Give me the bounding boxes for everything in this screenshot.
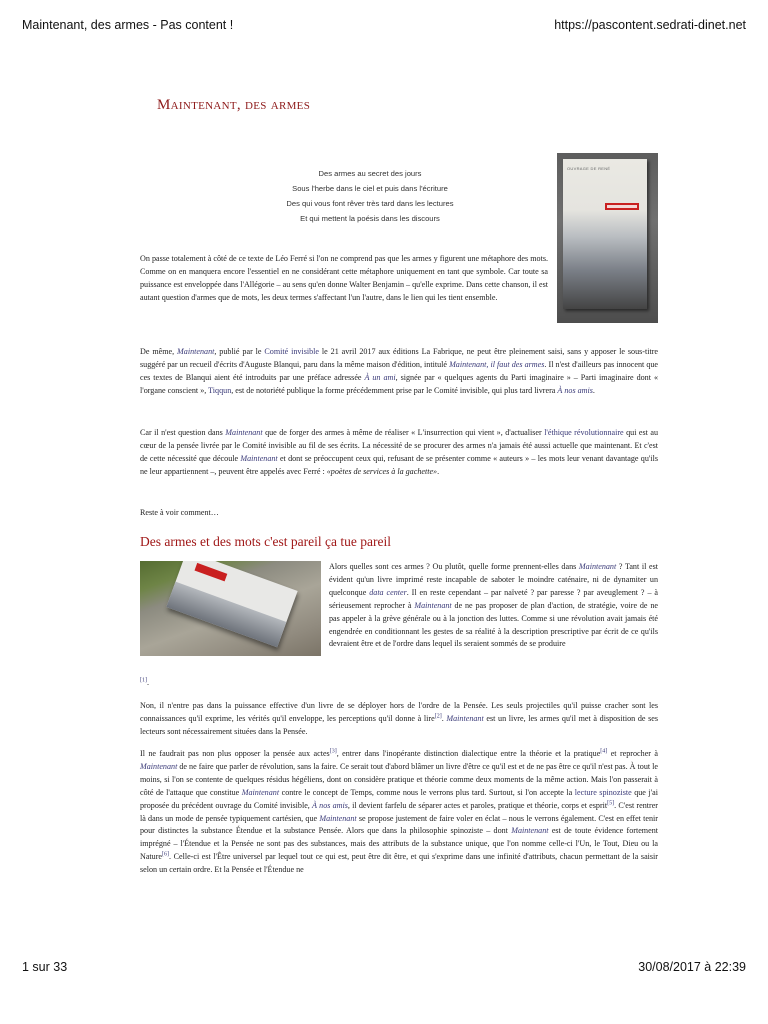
book-cover-red-label xyxy=(605,203,639,210)
paragraph-1: On passe totalement à côté de ce texte de Léo Ferré si l'on ne comprend pas que les armes y figurent une métaphore des mots. Comme on en manquera encore l'essentiel en ne considérant cette métaphore uniquement en tant que symbole. Car toute sa puissance est enveloppée dans l'Allégorie – au sens qu'en donne Walter Benjamin – qu'elle exprime. Dans cette chanson, il est autant question d'armes que de mots, les deux termes s'affectant l'un l'autre, dans le lien qui les tient ensemble. xyxy=(140,254,548,302)
print-header-title: Maintenant, des armes - Pas content ! xyxy=(22,18,234,32)
book-title-text: Maintenant xyxy=(414,600,452,610)
footnote-link-1[interactable]: [1] xyxy=(140,677,147,684)
paragraph-3: Car il n'est question dans Maintenant que de forger des armes à même de réaliser « L'insurrection qui vient », d'actualiser l'éthique révolutionnaire qui est au cœur de la pensée livrée par le Comité invisible au fil de ses écrits. La nécessité de se procurer des armes n'a jamais été aussi actuelle que maintenant. Et c'est de cette nécessité que découle Maintenant et dont se préoccupent ceux qui, refusant de se présenter comme « auteurs » – les mots leur venant davantage qu'ils ne leur appartiennent –, peuvent être appelés avec Ferré : «poètes de services à la gachette». xyxy=(140,428,659,476)
book-title-text: Maintenant xyxy=(578,562,617,571)
link-maintenant[interactable]: Maintenant xyxy=(225,428,263,437)
paragraph-2: De même, Maintenant, publié par le Comité invisible le 21 avril 2017 aux éditions La Fabrique, ne peut être pleinement saisi, sans y apposer le sous-titre suggéré par un recueil d'écrits d'Auguste Blanqui, paru dans la même maison d'édition, intitulé Maintenant, il faut des armes. Il n'est d'ailleurs pas innocent que ces textes de Blanqui aient été introduits par une préface adressée À un ami, signée par « quelques agents du Parti imaginaire » – Parti imaginaire dont « l'organe conscient », Tiqqun, est de notoriété publique la forme précédemment prise par le Comité invisible, qui plus tard livrera À nos amis. xyxy=(140,347,659,395)
data-center-text: data center xyxy=(369,587,407,597)
print-timestamp: 30/08/2017 à 22:39 xyxy=(638,960,746,974)
link-tiqqun[interactable]: Tiqqun xyxy=(208,385,232,395)
print-header xyxy=(22,18,746,38)
book-title-text: Maintenant xyxy=(446,713,484,723)
paragraph-5-tail: [1]. xyxy=(140,677,150,687)
book-title-text: Maintenant, il faut des armes xyxy=(449,359,545,369)
article-title: Maintenant, des armes xyxy=(157,97,311,113)
poem-line: Des qui vous font rêver très tard dans les lectures xyxy=(286,199,454,208)
link-ethique-revolutionnaire[interactable]: l'éthique révolutionnaire xyxy=(544,428,624,437)
book-on-stone-photo xyxy=(140,561,321,656)
section-heading: Des armes et des mots c'est pareil ça tue pareil xyxy=(140,534,391,549)
book-cover-author-text: OUVRAGE DE RENÉ xyxy=(567,166,611,171)
book-cover xyxy=(563,159,647,309)
poem-line: Sous l'herbe dans le ciel et puis dans l'écriture xyxy=(292,184,448,193)
link-maintenant[interactable]: Maintenant xyxy=(177,347,215,356)
footnote-link-4[interactable]: [4] xyxy=(600,748,608,755)
paragraph-6: Non, il n'entre pas dans la puissance effective d'un livre de se déployer hors de l'ordre de la Pensée. Les seuls projectiles qu'il puisse cracher sont les connaissances qu'il exprime, les vérités qu'il enveloppe, les perceptions qu'il donne à lire[2]. Maintenant est un livre, les armes qu'il met à disposition de ses lecteurs sont nécessairement situées dans la Pensée. xyxy=(140,701,659,736)
quote-text: «poètes de services à la gachette» xyxy=(326,466,438,476)
footnote-link-5[interactable]: [5] xyxy=(607,799,615,806)
page-counter: 1 sur 33 xyxy=(22,960,68,974)
book-title-text: Maintenant xyxy=(241,787,280,797)
book-photo-red-label xyxy=(195,563,228,581)
print-footer xyxy=(22,960,746,980)
paragraph-5-wrap: Alors quelles sont ces armes ? Ou plutôt, quelle forme prennent-elles dans Maintenant ? Tant il est évident qu'un livre imprimé reste incapable de saboter le moindre caténaire, ni de dynamiter un quelconque data center. Il en reste cependant – par naïveté ? par paresse ? par aveuglement ? – à sérieusement reprocher à Maintenant de ne pas proposer de plan d'action, de stratégie, voire de ne pas appeler à la grève générale ou à la jonction des luttes. Comme si une révolution avait jamais été engendrée en conditionnant les gestes de sa réalité à la description prescriptive par écrit de ce qu'ils devraient être et de l'ordre dans lequel ils seraient sommés de se produire xyxy=(329,562,658,649)
link-comite-invisible[interactable]: Comité invisible xyxy=(264,347,320,356)
book-title-text: Maintenant xyxy=(319,813,357,823)
link-a-un-ami[interactable]: À un ami xyxy=(364,372,396,382)
link-a-nos-amis[interactable]: À nos amis xyxy=(312,800,348,810)
paragraph-4: Reste à voir comment… xyxy=(140,508,219,517)
link-lecture-spinoziste[interactable]: lecture spinoziste xyxy=(574,787,632,797)
poem-line: Et qui mettent la poésis dans les discours xyxy=(300,214,440,223)
book-title-text: Maintenant xyxy=(140,761,178,771)
link-a-nos-amis[interactable]: À nos amis xyxy=(557,385,593,395)
footnote-link-2[interactable]: [2] xyxy=(434,713,442,720)
book-photo-object xyxy=(166,561,297,647)
footnote-link-3[interactable]: [3] xyxy=(329,748,337,755)
book-cover-photo xyxy=(557,153,658,323)
poem-epigraph xyxy=(250,166,490,226)
poem-line: Des armes au secret des jours xyxy=(318,169,422,178)
book-title-text: Maintenant xyxy=(511,826,549,836)
book-title-text: Maintenant xyxy=(240,453,278,463)
paragraph-7: Il ne faudrait pas non plus opposer la pensée aux actes[3], entrer dans l'inopérante distinction dialectique entre la théorie et la pratique[4] et reprocher à Maintenant de ne faire que parler de révolution, sans la faire. Ce serait tout d'abord blâmer un livre d'être ce qu'il est et de ne pas être ce qu'il n'est pas. À tout le moins, si l'on se contente de quelques résidus hégéliens, dont on considère pratique et théorie comme deux moments de la même action. Mais l'on passerait à côté de l'attaque que constitue Maintenant contre le concept de Temps, comme nous le verrons plus tard. Surtout, si l'on accepte la lecture spinoziste que j'ai proposée du précédent ouvrage du Comité invisible, À nos amis, il devient farfelu de séparer actes et paroles, pratique et théorie, corps et esprit[5]. C'est rentrer là dans un mode de pensée typiquement cartésien, que Maintenant se propose justement de faire voler en éclat – nous le verrons également. C'est en effet tenir pour distinctes la substance Étendue et la substance Pensée. Alors que dans la philosophie spinoziste – dont Maintenant est de toute évidence fortement imprégné – l'Étendue et la Pensée ne sont pas des substances, mais des attributs de la substance unique, que l'on nomme celle-ci l'Un, le Tout, Dieu ou la Nature[6]. Celle-ci est l'Être universel par lequel tout ce qui est, peut être dit être, et qui s'exprime dans une infinité d'attributs, chacun permettant de la saisir selon un certain ordre. Et la Pensée et l'Étendue ne xyxy=(140,748,658,875)
footnote-link-6[interactable]: [6] xyxy=(162,851,170,858)
print-header-url: https://pascontent.sedrati-dinet.net xyxy=(554,18,746,32)
